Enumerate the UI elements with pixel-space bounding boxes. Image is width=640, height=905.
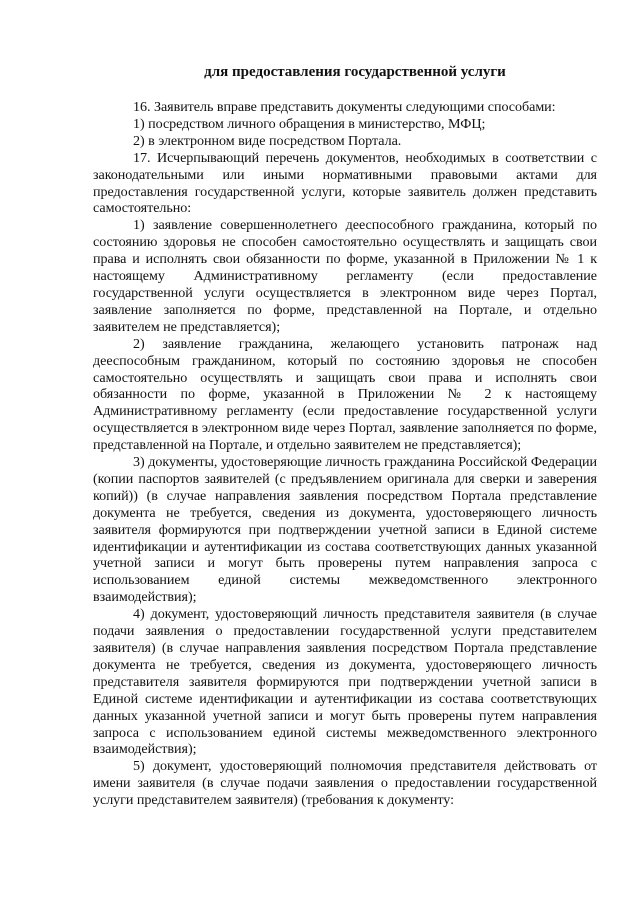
page-title: для предоставления государственной услуги — [204, 64, 506, 80]
paragraph-16-item-2: 2) в электронном виде посредством Портала. — [133, 132, 402, 149]
paragraph-17-item-5: 5) документ, удостоверяющий полномочия представителя действовать от имени заявителя (в случае подачи заявления о предоставлении государственной услуги представителем заявителя) (требования к документу: — [93, 758, 597, 809]
paragraph-16: 16. Заявитель вправе представить документы следующими способами: — [133, 99, 556, 115]
paragraph-17: 17. Исчерпывающий перечень документов, необходимых в соответствии с законодательными или иными нормативными правовыми актами для предоставления государственной услуги, которые заявитель должен представить самостоятельно: — [93, 149, 597, 217]
paragraph-17-item-3: 3) документы, удостоверяющие личность гражданина Российской Федерации (копии паспортов заявителей (с предъявлением оригинала для сверки и заверения копий)) (в случае направления заявления посредством Портала представление документа не требуется, сведения из документа, удостоверяющего личность заявителя формируются при подтверждении учетной записи в Единой системе идентификации и аутентификации из состава соответствующих данных указанной учетной записи и могут быть проверены путем направления запроса с использованием единой системы межведомственного электронного взаимодействия); — [93, 454, 597, 606]
paragraph-17-item-4: 4) документ, удостоверяющий личность представителя заявителя (в случае подачи заявления о предоставлении государственной услуги представителем заявителя) (в случае направления заявления посредством Портала представление документа не требуется, сведения из документа, удостоверяющего личность представителя заявителя формируются при подтверждении учетной записи в Единой системе идентификации и аутентификации из состава соответствующих данных указанной учетной записи и могут быть проверены путем направления запроса с использованием единой системы межведомственного электронного взаимодействия); — [93, 606, 597, 758]
paragraph-16-item-1: 1) посредством личного обращения в министерство, МФЦ; — [133, 115, 486, 132]
paragraph-17-item-1: 1) заявление совершеннолетнего дееспособного гражданина, который по состоянию здоровья не способен самостоятельно осуществлять и защищать свои права и исполнять свои обязанности по форме, указанной в Приложении № 1 к настоящему Административному регламенту (если предоставление государственной услуги осуществляется в электронном виде через Портал, заявление заполняется по форме, представленной на Портале, и отдельно заявителем не представляется); — [93, 217, 597, 335]
document-body — [93, 99, 597, 809]
paragraph-17-item-2: 2) заявление гражданина, желающего установить патронаж над дееспособным гражданином, который по состоянию здоровья не способен самостоятельно осуществлять и защищать свои права и исполнять свои обязанности по форме, указанной в Приложении № 2 к настоящему Административному регламенту (если предоставление государственной услуги осуществляется в электронном виде через Портал, заявление заполняется по форме, представленной на Портале, и отдельно заявителем не представляется); — [93, 335, 597, 454]
